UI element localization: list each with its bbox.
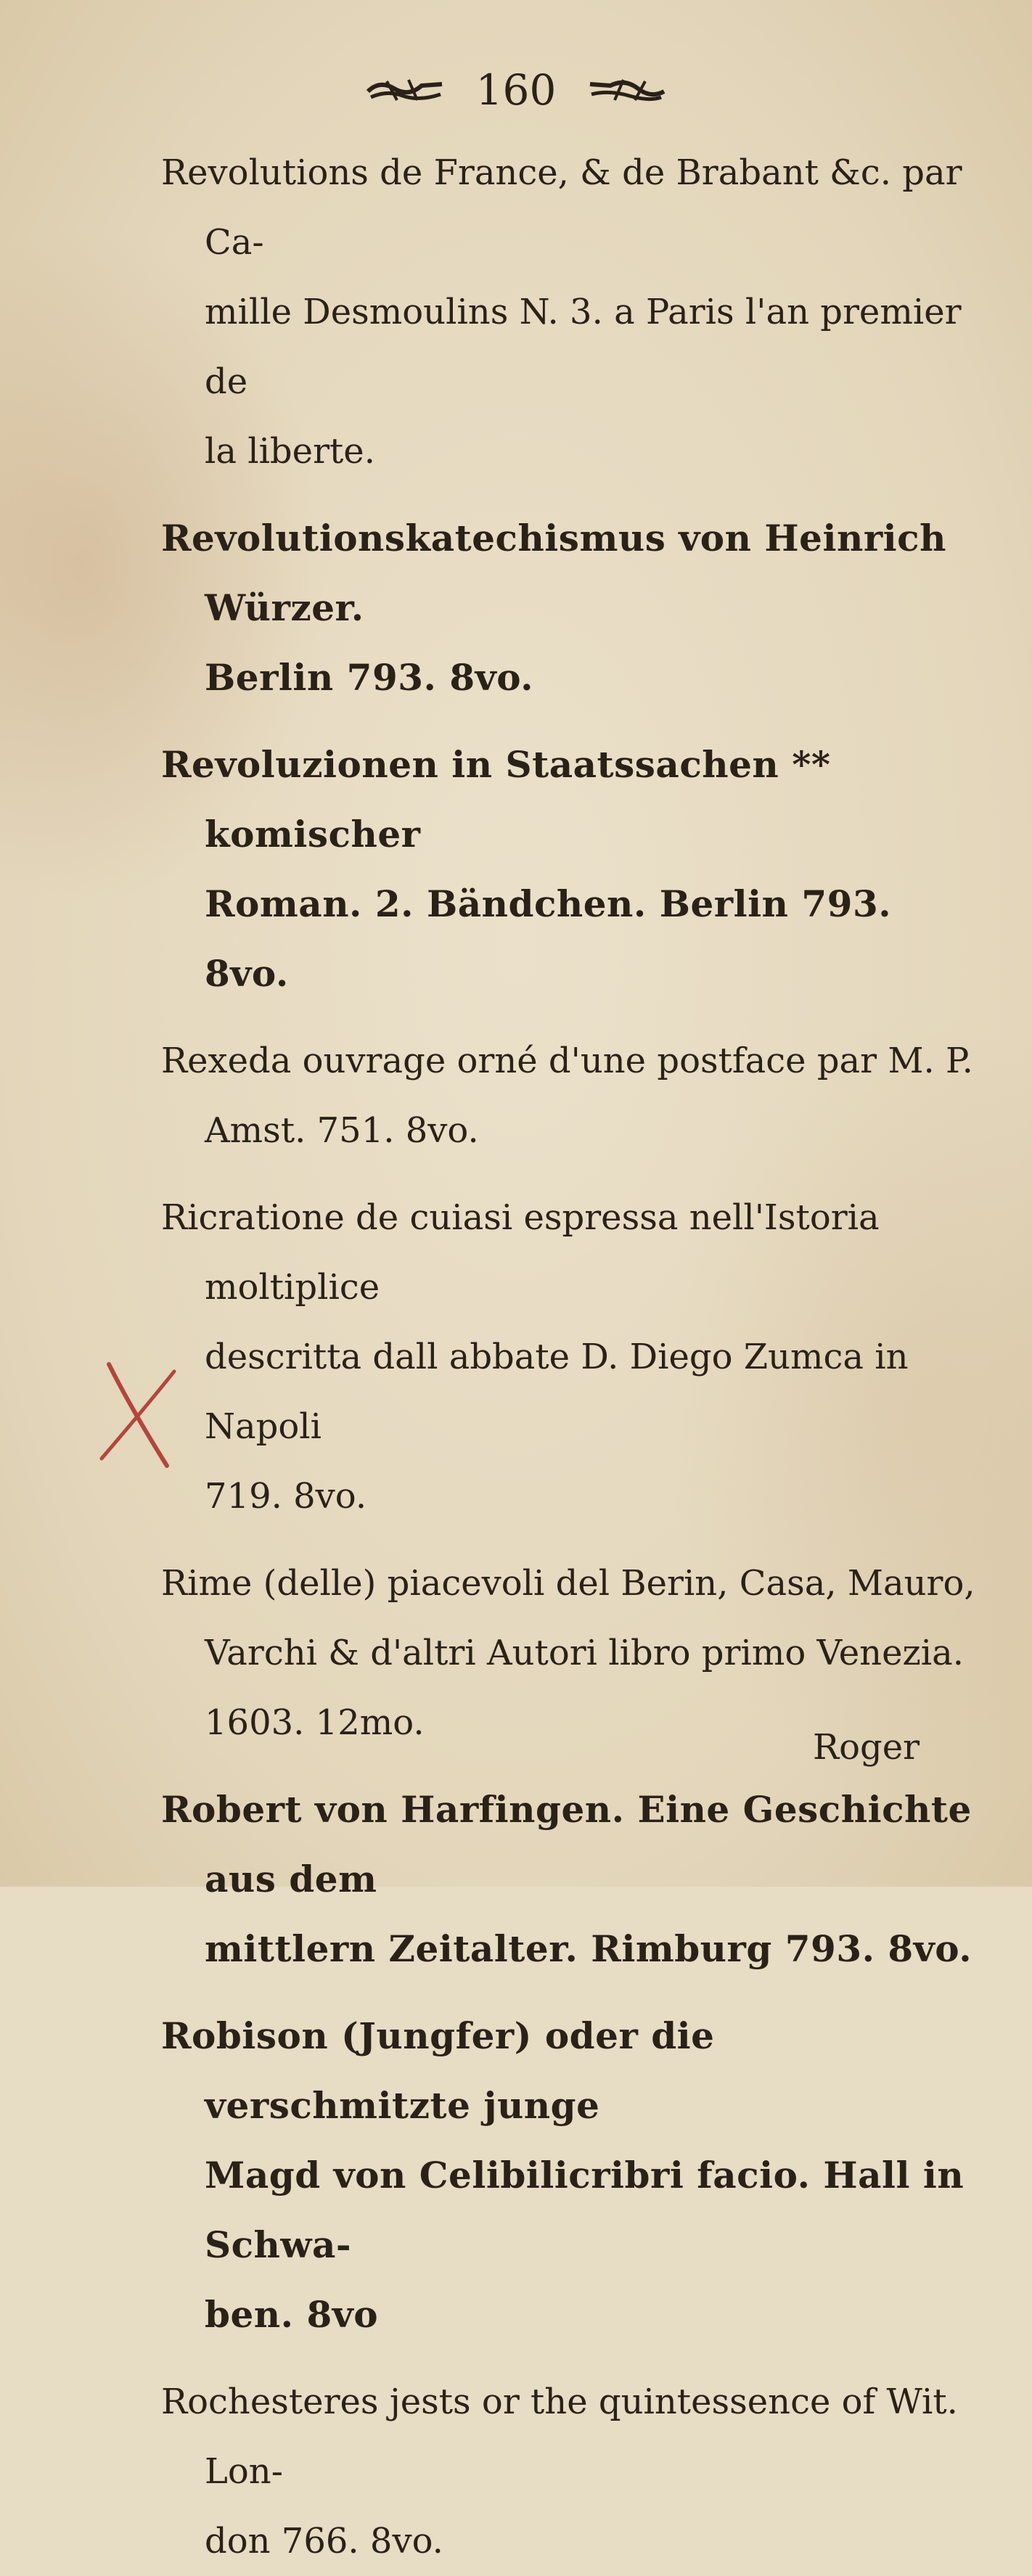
entry-rime: Rime (delle) piacevoli del Berin, Casa, Mauro, Varchi & d'altri Autori libro primo Venezia. 1603. 12mo. [161,1563,975,1743]
entry-robison: Robison (Jungfer) oder die verschmitzte junge Magd von Celibilicribri facio. Hall in Schwa- ben. 8vo [161,2014,965,2336]
catchword: Roger [813,1727,920,1768]
page-number: 160 [475,65,557,115]
right-ornament-icon [587,75,667,104]
left-ornament-icon [365,75,445,104]
page-header [0,51,1032,123]
entry-revolutionskatechismus: Revolutionskatechismus von Heinrich Würzer. Berlin 793. 8vo. [161,517,946,699]
entry-ricratione: Ricratione de cuiasi espressa nell'Istoria moltiplice descritta dall abbate D. Diego Zumca in Napoli 719. 8vo. [161,1197,909,1517]
entry-robert-von-harfingen: Robert von Harfingen. Eine Geschichte aus dem mittlern Zeitalter. Rimburg 793. 8vo. [161,1788,972,1970]
entry-rochesteres-jests: Rochesteres jests or the quintessence of Wit. Lon- don 766. 8vo. [161,2382,958,2561]
entry-rexeda: Rexeda ouvrage orné d'une postface par M. P. Amst. 751. 8vo. [161,1041,973,1151]
bibliography-entries [161,138,981,2576]
red-cross-mark-icon [94,1357,181,1473]
entry-revolutions-de-france: Revolutions de France, & de Brabant &c. par Ca- mille Desmoulins N. 3. a Paris l'an premier de la liberte. [161,152,962,472]
entry-revoluzionen: Revoluzionen in Staatssachen ** komischer Roman. 2. Bändchen. Berlin 793. 8vo. [161,743,892,995]
